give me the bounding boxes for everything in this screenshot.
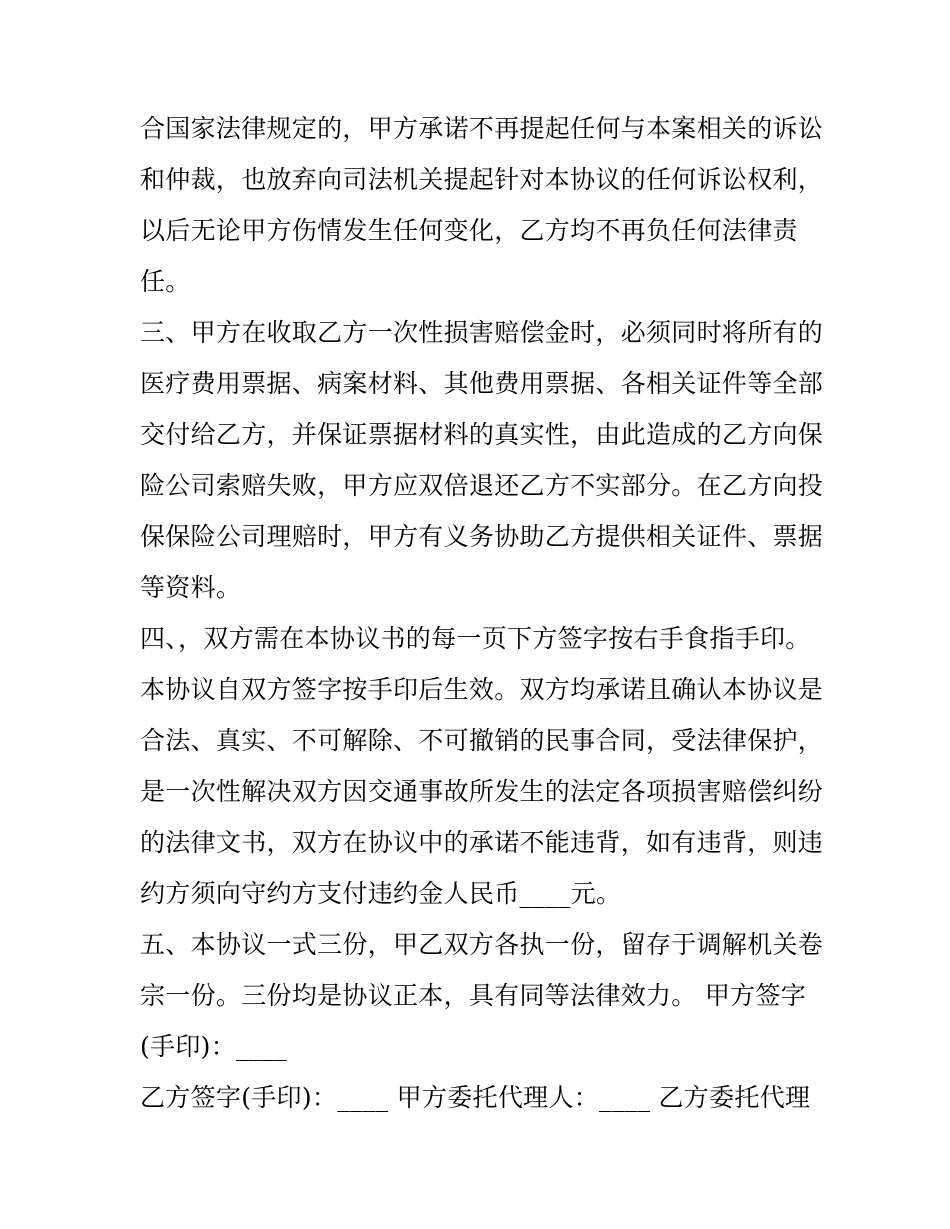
text-line: 等资料。 bbox=[140, 573, 242, 602]
text-line: 和仲裁，也放弃向司法机关提起针对本协议的任何诉讼权利， bbox=[140, 165, 824, 194]
clause-three-line: 三、甲方在收取乙方一次性损害赔偿金时，必须同时将所有的 bbox=[140, 318, 824, 347]
clause-four-line: 四、，双方需在本协议书的每一页下方签字按右手食指手印。 bbox=[140, 624, 811, 653]
penalty-amount-line: 约方须向守约方支付违约金人民币____元。 bbox=[140, 879, 622, 908]
text-line: 保保险公司理赔时，甲方有义务协助乙方提供相关证件、票据 bbox=[140, 522, 824, 551]
text-line: 以后无论甲方伤情发生任何变化，乙方均不再负任何法律责 bbox=[140, 216, 798, 245]
text-line: 合法、真实、不可解除、不可撤销的民事合同，受法律保护， bbox=[140, 726, 824, 755]
clause-five-line: 五、本协议一式三份，甲乙双方各执一份，留存于调解机关卷 bbox=[140, 930, 824, 959]
text-line: 交付给乙方，并保证票据材料的真实性，由此造成的乙方向保 bbox=[140, 420, 824, 449]
signature-fields-line: 乙方签字(手印)：____ 甲方委托代理人：____ 乙方委托代理 bbox=[140, 1083, 811, 1112]
agreement-body-text bbox=[140, 103, 824, 1123]
party-a-signature-line: (手印)：____ bbox=[140, 1032, 288, 1061]
text-line: 合国家法律规定的，甲方承诺不再提起任何与本案相关的诉讼 bbox=[140, 114, 824, 143]
text-line: 是一次性解决双方因交通事故所发生的法定各项损害赔偿纠纷 bbox=[140, 777, 824, 806]
text-line: 险公司索赔失败，甲方应双倍退还乙方不实部分。在乙方向投 bbox=[140, 471, 824, 500]
text-line: 的法律文书，双方在协议中的承诺不能违背，如有违背，则违 bbox=[140, 828, 824, 857]
text-line: 本协议自双方签字按手印后生效。双方均承诺且确认本协议是 bbox=[140, 675, 824, 704]
text-line: 任。 bbox=[140, 267, 191, 296]
text-line: 宗一份。三份均是协议正本，具有同等法律效力。 甲方签字 bbox=[140, 981, 807, 1010]
text-line: 医疗费用票据、病案材料、其他费用票据、各相关证件等全部 bbox=[140, 369, 824, 398]
